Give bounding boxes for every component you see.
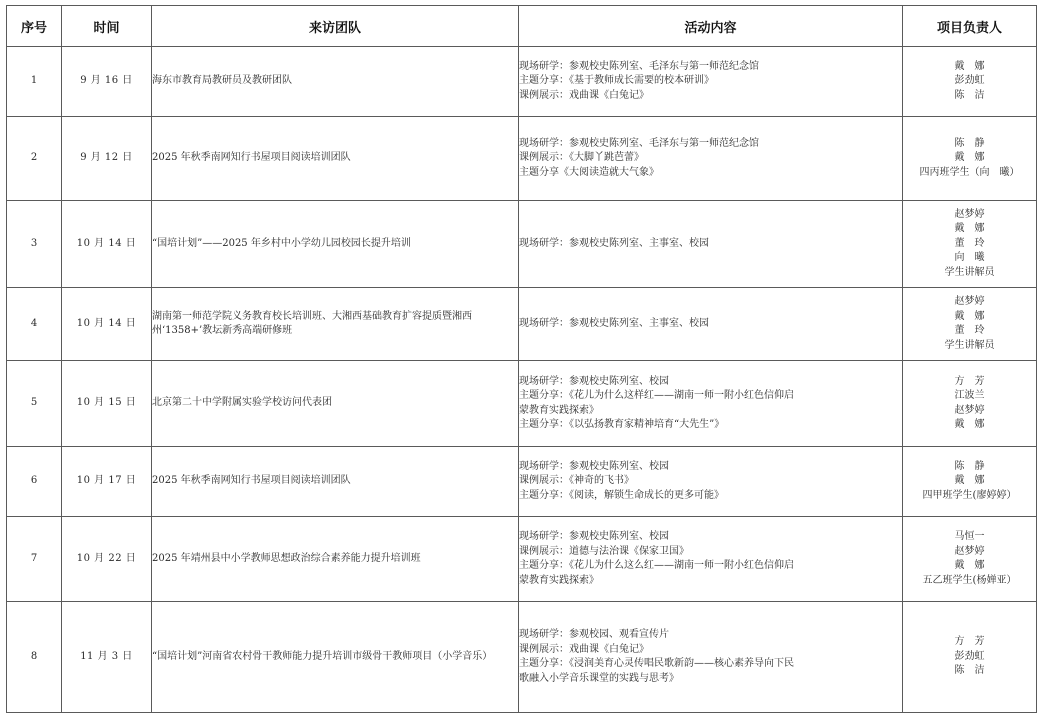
table-row [7,201,1037,288]
leader-name: 戴 娜 [954,475,985,487]
visiting-team: “国培计划”——2025 年乡村中小学幼儿园校园长提升培训 [152,201,519,288]
activity-content [519,517,903,602]
leader-name: 戴 娜 [954,60,985,72]
activity-line: 主题分享《大阅读造就大气象》 [519,166,659,178]
activity-line: 蒙教育实践探索》 [519,404,599,416]
activity-line: 现场研学：参观校史陈列室、校园 [519,531,669,542]
activity-line: 课例展示：戏曲课《白兔记》 [519,643,649,655]
leader-name: 四甲班学生(廖婷婷） [922,489,1017,501]
row-number: 2 [7,117,62,201]
activity-line: 课例展示：《神奇的飞书》 [519,475,634,487]
leader-name: 赵梦婷 [954,404,985,416]
leader-name: 董 玲 [954,237,985,249]
leader-name: 赵梦婷 [954,296,985,307]
activity-line: 主题分享：《阅读，解锁生命成长的更多可能》 [519,489,724,501]
leader-name: 戴 娜 [954,310,985,322]
project-leaders [903,47,1037,117]
activity-content [519,361,903,447]
activity-line: 主题分享：《浸润美育心灵传唱民歌新韵——核心素养导向下民 [519,658,794,669]
activity-line: 现场研学：参观校园、观看宣传片 [519,629,669,640]
leader-name: 陈 静 [954,460,985,472]
visits-table [6,5,1037,713]
header-date: 时间 [62,6,152,47]
row-number: 4 [7,288,62,361]
visiting-team: 海东市教育局教研员及教研团队 [152,47,519,117]
activity-content [519,447,903,517]
activity-line: 主题分享：《花儿为什么这样红——湖南一师一附小红色信仰启 [519,390,794,401]
leader-name: 赵梦婷 [954,208,985,220]
visit-date: 10 月 14 日 [62,201,152,288]
table-row [7,117,1037,201]
leader-name: 学生讲解员 [944,339,995,351]
leader-name: 马恒一 [954,531,985,542]
visit-date: 10 月 17 日 [62,447,152,517]
leader-name: 赵梦婷 [954,545,985,557]
header-activity: 活动内容 [519,6,903,47]
activity-line: 主题分享：《花儿为什么这么红——湖南一师一附小红色信仰启 [519,560,794,571]
table-row [7,361,1037,447]
leader-name: 江波兰 [954,390,985,401]
header-team: 来访团队 [152,6,519,47]
row-number: 5 [7,361,62,447]
visit-date: 9 月 16 日 [62,47,152,117]
leader-name: 戴 娜 [954,560,985,571]
project-leaders [903,602,1037,713]
visiting-team: 2025 年秋季南网知行书屋项目阅读培训团队 [152,447,519,517]
project-leaders [903,117,1037,201]
row-number: 3 [7,201,62,288]
visit-date: 10 月 22 日 [62,517,152,602]
activity-line: 蒙教育实践探索》 [519,574,599,586]
project-leaders [903,361,1037,447]
activity-content [519,201,903,288]
leader-name: 方 芳 [954,636,985,648]
leader-name: 学生讲解员 [944,266,995,278]
table-row [7,517,1037,602]
table-row [7,447,1037,517]
activity-content [519,47,903,117]
table-header-row [7,6,1037,47]
leader-name: 陈 洁 [954,89,985,101]
activity-line: 现场研学：参观校史陈列室、主事室、校园 [519,317,709,329]
activity-line: 课例展示：《大脚丫跳芭蕾》 [519,152,644,164]
project-leaders [903,447,1037,517]
leader-name: 陈 洁 [954,665,985,677]
activity-line: 课例展示：戏曲课《白兔记》 [519,89,649,101]
visiting-team: 湖南第一师范学院义务教育校长培训班、大湘西基础教育扩容提质暨湘西州‘1358+’教坛新秀高端研修班 [152,288,519,361]
leader-name: 五乙班学生(杨婵亚） [922,574,1017,586]
leader-name: 陈 静 [954,137,985,149]
leader-name: 彭劲虹 [954,650,985,662]
visit-date: 9 月 12 日 [62,117,152,201]
table-row [7,602,1037,713]
leader-name: 戴 娜 [954,223,985,235]
project-leaders [903,288,1037,361]
activity-line: 现场研学：参观校史陈列室、毛泽东与第一师范纪念馆 [519,137,759,149]
row-number: 7 [7,517,62,602]
activity-line: 课例展示：道德与法治课《保家卫国》 [519,545,689,557]
header-no: 序号 [7,6,62,47]
visiting-team: 2025 年靖州县中小学教师思想政治综合素养能力提升培训班 [152,517,519,602]
table-row [7,47,1037,117]
header-leader: 项目负责人 [903,6,1037,47]
visiting-team: 2025 年秋季南网知行书屋项目阅读培训团队 [152,117,519,201]
leader-name: 戴 娜 [954,419,985,430]
activity-line: 现场研学：参观校史陈列室、校园 [519,460,669,472]
activity-line: 现场研学：参观校史陈列室、毛泽东与第一师范纪念馆 [519,60,759,72]
leader-name: 方 芳 [954,375,985,387]
activity-line: 歌融入小学音乐课堂的实践与思考》 [519,672,679,684]
activity-line: 主题分享：《基于教师成长需要的校本研训》 [519,75,714,87]
row-number: 1 [7,47,62,117]
leader-name: 董 玲 [954,325,985,336]
visit-date: 10 月 14 日 [62,288,152,361]
visiting-team: “国培计划”河南省农村骨干教师能力提升培训市级骨干教师项目（小学音乐） [152,602,519,713]
activity-line: 主题分享：《以弘扬教育家精神培育“大先生”》 [519,419,725,430]
project-leaders [903,517,1037,602]
activity-content [519,117,903,201]
activity-line: 现场研学：参观校史陈列室、主事室、校园 [519,237,709,249]
row-number: 8 [7,602,62,713]
project-leaders [903,201,1037,288]
table-body [7,47,1037,713]
activity-content [519,602,903,713]
leader-name: 戴 娜 [954,152,985,164]
activity-line: 现场研学：参观校史陈列室、校园 [519,375,669,387]
leader-name: 向 曦 [954,252,985,264]
visiting-team: 北京第二十中学附属实验学校访问代表团 [152,361,519,447]
table-row [7,288,1037,361]
visit-date: 10 月 15 日 [62,361,152,447]
leader-name: 四丙班学生（向 曦） [919,166,1020,178]
visit-date: 11 月 3 日 [62,602,152,713]
activity-content [519,288,903,361]
leader-name: 彭劲虹 [954,75,985,87]
row-number: 6 [7,447,62,517]
